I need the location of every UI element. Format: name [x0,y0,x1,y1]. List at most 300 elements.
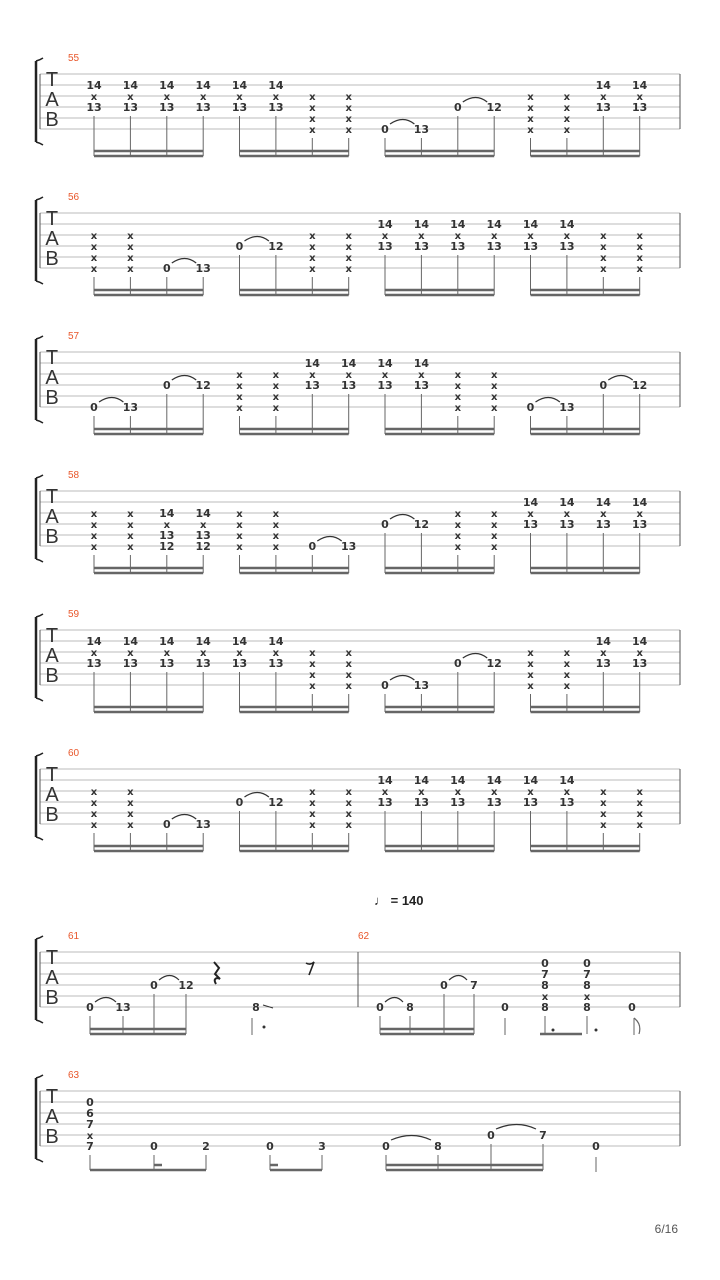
tie-arc [172,259,196,264]
dead-note: x [345,264,352,275]
dead-note: x [199,520,207,531]
dead-note: x [345,92,352,103]
note-column [91,231,98,275]
fret-number: 13 [122,657,139,670]
fret-number: 14 [122,79,139,92]
note-column [159,507,175,553]
dead-note: x [563,114,571,125]
dead-note: x [90,787,98,798]
fret-number: 14 [86,79,102,92]
note-column [527,648,534,692]
fret-number: 14 [522,218,539,231]
fret-number: 13 [632,518,648,531]
fret-number: 13 [304,379,320,392]
dead-note: x [345,125,352,136]
dead-note: x [345,231,352,242]
note-column [632,379,647,392]
fret-number: 14 [559,774,575,787]
fret-number: 14 [595,635,611,648]
dead-note: x [127,798,134,809]
note-column [273,509,280,553]
note-column [636,787,643,831]
dead-note: x [563,92,571,103]
note-column [91,787,98,831]
bracket-bottom-hook [36,1020,43,1023]
tab-clef-letter: B [45,387,59,409]
fret-number: 14 [159,635,175,648]
dead-note: x [309,648,316,659]
fret-number: 2 [202,1140,210,1153]
fret-number: 12 [178,979,194,992]
note-column [628,1001,636,1014]
note-column [196,507,212,553]
fret-number: 13 [377,796,393,809]
bracket-top-hook [36,475,43,478]
bracket-top-hook [36,614,43,617]
fret-number: 13 [195,101,211,114]
note-column [527,92,534,136]
dead-note: x [583,992,591,1003]
dead-note: x [490,531,498,542]
dead-note: x [527,231,534,242]
note-column [163,818,171,831]
dead-note: x [272,370,280,381]
dead-note: x [454,403,462,414]
fret-number: 0 [235,796,244,809]
measure-number: 58 [68,470,80,481]
dead-note: x [563,125,571,136]
note-column [115,1001,130,1014]
dead-note: x [345,648,352,659]
fret-number: 0 [501,1001,509,1014]
dead-note: x [345,820,352,831]
measure-number: 63 [68,1070,80,1081]
dead-note: x [381,787,389,798]
tab-clef-letter: T [45,208,59,230]
tab-system-3 [36,331,680,434]
fret-number: 14 [486,774,502,787]
tab-system-6 [36,748,680,851]
tie-arc [496,1125,536,1130]
fret-number: 13 [159,101,175,114]
fret-number: 14 [522,496,539,509]
dead-note: x [418,231,425,242]
fret-number: 0 [583,957,591,970]
fret-number: 8 [406,1001,414,1014]
dead-note: x [636,820,643,831]
note-column [163,379,171,392]
dead-note: x [309,370,316,381]
fret-number: 0 [308,540,317,553]
dead-note: x [236,92,243,103]
note-column [236,370,243,414]
note-column [381,679,389,692]
dead-note: x [309,231,316,242]
bracket-top-hook [36,1075,43,1078]
dead-note: x [309,681,316,692]
fret-number: 14 [559,218,575,231]
note-column [127,509,134,553]
fret-number: 14 [195,507,211,520]
tab-clef-letter: T [45,347,59,369]
note-column [308,540,316,553]
tie-arc [608,376,632,381]
dead-note: x [127,520,134,531]
dead-note: x [527,103,534,114]
dead-note: x [272,403,280,414]
tab-system-5 [36,609,680,712]
fret-number: 14 [522,774,539,787]
fret-number: 13 [231,657,248,670]
dead-note: x [163,520,171,531]
fret-number: 13 [450,240,466,253]
fret-number: 0 [162,818,171,831]
dead-note: x [309,787,316,798]
tab-clef-letter: B [45,526,59,548]
fret-number: 14 [413,218,430,231]
fret-number: 12 [159,540,175,553]
note-column [163,262,171,275]
dead-note: x [418,370,425,381]
dead-note: x [86,1131,94,1142]
dead-note: x [563,509,571,520]
page-number: 6/16 [654,1222,678,1236]
dead-note: x [600,264,607,275]
dead-note: x [345,659,352,670]
fret-number: 8 [252,1001,260,1014]
dead-note: x [127,92,134,103]
fret-number: 12 [486,657,502,670]
measure-number: 59 [68,609,80,620]
note-column [345,92,352,136]
dot-mark [595,1029,598,1032]
dead-note: x [127,542,134,553]
dead-note: x [272,542,280,553]
dead-note: x [600,820,607,831]
tab-clef-letter: B [45,248,59,270]
note-column [318,1140,326,1153]
fret-number: 0 [453,101,462,114]
dead-note: x [600,648,607,659]
dead-note: x [563,648,571,659]
note-column [414,679,429,692]
fret-number: 7 [470,979,478,992]
note-column [487,1129,495,1142]
tab-clef-letter: B [45,109,59,131]
fret-number: 14 [159,79,175,92]
dead-note: x [236,509,243,520]
dead-note: x [90,264,98,275]
fret-number: 13 [195,818,211,831]
dead-note: x [454,531,462,542]
dead-note: x [272,520,280,531]
tie-arc [159,976,179,981]
fret-number: 7 [583,968,591,981]
dead-note: x [309,125,316,136]
dead-note: x [236,370,243,381]
dead-note: x [381,231,389,242]
note-column [539,1129,547,1142]
tie-arc [463,654,487,659]
fret-number: 0 [381,518,389,531]
dead-note: x [90,231,98,242]
quarter-rest-icon [214,962,220,984]
fret-number: 13 [413,123,430,136]
dead-note: x [272,392,280,403]
dead-note: x [563,659,571,670]
eighth-rest-icon [306,962,314,975]
fret-number: 0 [150,1140,158,1153]
dead-note: x [527,509,534,520]
bracket-bottom-hook [36,142,43,145]
quarter-note-icon: ♩ [374,893,387,908]
dead-note: x [600,242,607,253]
dead-note: x [309,103,316,114]
fret-number: 0 [86,1001,94,1014]
dead-note: x [490,403,498,414]
note-column [636,231,643,275]
dead-note: x [527,670,534,681]
dead-note: x [236,542,243,553]
tab-clef-letter: T [45,69,59,91]
dead-note: x [600,92,607,103]
dead-note: x [309,659,316,670]
fret-number: 0 [487,1129,495,1142]
dead-note: x [636,787,643,798]
tie-arc [391,1136,431,1141]
bracket-top-hook [36,753,43,756]
dead-note: x [127,787,134,798]
note-column [345,231,352,275]
note-column [381,123,389,136]
dead-note: x [163,648,171,659]
dead-note: x [309,114,316,125]
fret-number: 13 [486,240,502,253]
fret-number: 12 [268,240,284,253]
note-column [91,509,98,553]
fret-number: 14 [377,218,393,231]
fret-number: 0 [90,401,98,414]
tab-clef-letter: A [45,1106,59,1128]
dead-note: x [90,253,98,264]
note-column [202,1140,210,1153]
fret-number: 13 [122,101,139,114]
note-column [381,518,389,531]
note-column [454,657,462,670]
dead-note: x [527,125,534,136]
tab-clef-letter: T [45,486,59,508]
note-column [236,796,244,809]
note-column [600,231,607,275]
tie-arc [390,676,414,681]
note-column [236,509,243,553]
dead-note: x [236,381,243,392]
fret-number: 0 [86,1096,94,1109]
dead-note: x [600,787,607,798]
tab-system-2 [36,192,680,295]
fret-number: 13 [341,540,357,553]
dead-note: x [90,809,98,820]
bracket-bottom-hook [36,420,43,423]
dead-note: x [127,648,134,659]
dead-note: x [636,253,643,264]
dead-note: x [236,648,243,659]
note-column [559,401,574,414]
tab-clef-letter: A [45,89,59,111]
fret-number: 14 [486,218,502,231]
dead-note: x [199,92,207,103]
dead-note: x [636,242,643,253]
dead-note: x [309,242,316,253]
tab-clef-letter: A [45,367,59,389]
tab-system-7 [36,931,680,1035]
fret-number: 12 [486,101,502,114]
fret-number: 13 [159,529,175,542]
dead-note: x [309,92,316,103]
fret-number: 13 [413,240,430,253]
fret-number: 0 [381,679,389,692]
fret-number: 0 [453,657,462,670]
dead-note: x [563,103,571,114]
tab-clef-letter: T [45,947,59,969]
tempo-marking [374,893,424,908]
fret-number: 7 [539,1129,547,1142]
dead-note: x [563,681,571,692]
fret-number: 0 [266,1140,274,1153]
dead-note: x [127,809,134,820]
fret-number: 13 [231,101,248,114]
fret-number: 7 [86,1118,94,1131]
fret-number: 13 [86,657,102,670]
dead-note: x [272,531,280,542]
dead-note: x [636,264,643,275]
note-column [266,1140,274,1153]
fret-number: 0 [382,1140,390,1153]
dead-note: x [490,231,498,242]
dead-note: x [309,670,316,681]
tie-arc [536,398,560,403]
fret-number: 0 [162,379,171,392]
dead-note: x [309,798,316,809]
fret-number: 0 [440,979,448,992]
tie-arc [95,998,116,1003]
dead-note: x [90,648,98,659]
dead-note: x [454,381,462,392]
dead-note: x [418,787,425,798]
fret-number: 14 [341,357,357,370]
note-column [541,957,549,1014]
tab-clef-letter: T [45,1086,59,1108]
dead-note: x [90,242,98,253]
note-column [527,401,535,414]
fret-number: 12 [632,379,648,392]
dead-note: x [345,253,352,264]
note-column [196,262,211,275]
note-column [501,1001,509,1014]
note-column [414,518,429,531]
dead-note: x [127,820,134,831]
fret-number: 13 [559,518,575,531]
note-column [252,1001,260,1014]
dead-note: x [90,798,98,809]
fret-number: 13 [486,796,502,809]
dead-note: x [600,509,607,520]
fret-number: 14 [159,507,175,520]
dead-note: x [563,231,571,242]
note-column [341,540,356,553]
fret-number: 13 [450,796,466,809]
fret-number: 13 [115,1001,131,1014]
tie-arc [172,376,196,381]
tab-clef-letter: B [45,1126,59,1148]
dead-note: x [490,520,498,531]
note-column [406,1001,414,1014]
fret-number: 13 [522,518,539,531]
fret-number: 8 [541,979,549,992]
dead-note: x [236,531,243,542]
note-column [268,796,283,809]
dead-note: x [345,787,352,798]
note-column [454,101,462,114]
dead-note: x [272,381,280,392]
dead-note: x [527,659,534,670]
note-column [487,101,502,114]
fret-number: 13 [195,262,211,275]
fret-number: 7 [86,1140,94,1153]
fret-number: 13 [595,101,611,114]
fret-number: 13 [413,796,430,809]
fret-number: 14 [122,635,139,648]
tie-arc [317,537,341,542]
tab-clef-letter: A [45,645,59,667]
tab-clef-letter: T [45,625,59,647]
dead-note: x [454,231,462,242]
dead-note: x [600,809,607,820]
dead-note: x [272,509,280,520]
tie-arc [390,120,414,125]
fret-number: 13 [268,101,284,114]
fret-number: 13 [595,518,611,531]
tie-arc [385,998,403,1003]
dot-mark [552,1029,555,1032]
fret-number: 13 [559,796,575,809]
note-column [236,240,244,253]
fret-number: 14 [413,774,430,787]
tab-clef-letter: A [45,228,59,250]
dead-note: x [127,253,134,264]
measure-number: 60 [68,748,80,759]
fret-number: 14 [86,635,102,648]
dead-note: x [236,392,243,403]
measure-number: 61 [68,931,80,942]
note-column [127,787,134,831]
fret-number: 14 [632,635,648,648]
dead-note: x [127,264,134,275]
note-column [564,92,571,136]
dead-note: x [454,542,462,553]
tab-clef-letter: B [45,987,59,1009]
fret-number: 13 [268,657,284,670]
dead-note: x [636,648,643,659]
dead-note: x [600,253,607,264]
fret-number: 13 [341,379,357,392]
dead-note: x [345,103,352,114]
fret-number: 0 [150,979,158,992]
fret-number: 14 [559,496,575,509]
fret-number: 13 [632,657,648,670]
note-column [86,1096,94,1153]
note-column [150,979,158,992]
